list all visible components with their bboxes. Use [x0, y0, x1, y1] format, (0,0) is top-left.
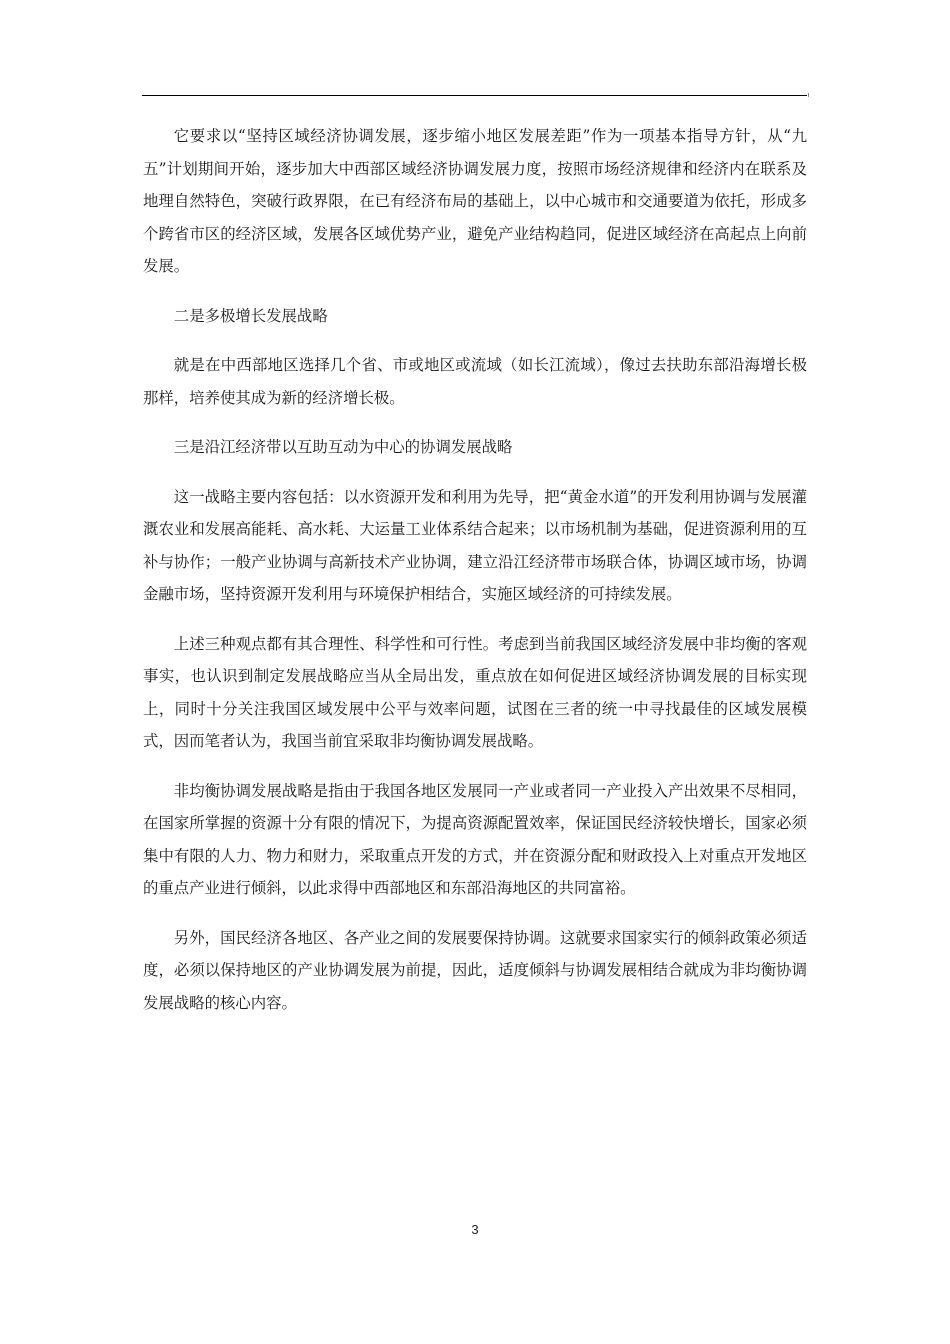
paragraph-1: 它要求以“坚持区域经济协调发展，逐步缩小地区发展差距”作为一项基本指导方针，从“九五”计划期间开始，逐步加大中西部区域经济协调发展力度，按照市场经济规律和经济内在联系及地理自然特色，突破行政界限，在已有经济布局的基础上，以中心城市和交通要道为依托，形成多个跨省市区的经济区域，发展各区域优势产业，避免产业结构趋同，促进区域经济在高起点上向前发展。	[143, 127, 807, 275]
paragraph-6: 上述三种观点都有其合理性、科学性和可行性。考虑到当前我国区域经济发展中非均衡的客观事实，也认识到制定发展战略应当从全局出发，重点放在如何促进区域经济协调发展的目标实现上，同时十分关注我国区域发展中公平与效率问题，试图在三者的统一中寻找最佳的区域发展模式，因而笔者认为，我国当前宜采取非均衡协调发展战略。	[143, 634, 807, 750]
paragraph-4-heading: 三是沿江经济带以互助互动为中心的协调发展战略	[173, 438, 513, 456]
header-rule	[142, 95, 807, 96]
paragraph-3: 就是在中西部地区选择几个省、市或地区或流域（如长江流域），像过去扶助东部沿海增长极那样，培养使其成为新的经济增长极。	[143, 356, 807, 407]
paragraph-7: 非均衡协调发展战略是指由于我国各地区发展同一产业或者同一产业投入产出效果不尽相同，在国家所掌握的资源十分有限的情况下，为提高资源配置效率，保证国民经济较快增长，国家必须集中有限的人力、物力和财力，采取重点开发的方式，并在资源分配和财政投入上对重点开发地区的重点产业进行倾斜，以此求得中西部地区和东部沿海地区的共同富裕。	[143, 781, 807, 897]
paragraph-5: 这一战略主要内容包括：以水资源开发和利用为先导，把“黄金水道”的开发利用协调与发展灌溉农业和发展高能耗、高水耗、大运量工业体系结合起来；以市场机制为基础，促进资源利用的互补与协作；一般产业协调与高新技术产业协调，建立沿江经济带市场联合体，协调区域市场，协调金融市场，坚持资源开发利用与环境保护相结合，实施区域经济的可持续发展。	[143, 487, 807, 603]
paragraph-2-heading: 二是多极增长发展战略	[173, 306, 328, 325]
document-body	[143, 120, 807, 1019]
header-rule-end-mark	[808, 93, 809, 97]
paragraph-8: 另外，国民经济各地区、各产业之间的发展要保持协调。这就要求国家实行的倾斜政策必须适度，必须以保持地区的产业协调发展为前提，因此，适度倾斜与协调发展相结合就成为非均衡协调发展战略的核心内容。	[143, 928, 807, 1012]
page-number: 3	[471, 1222, 479, 1237]
